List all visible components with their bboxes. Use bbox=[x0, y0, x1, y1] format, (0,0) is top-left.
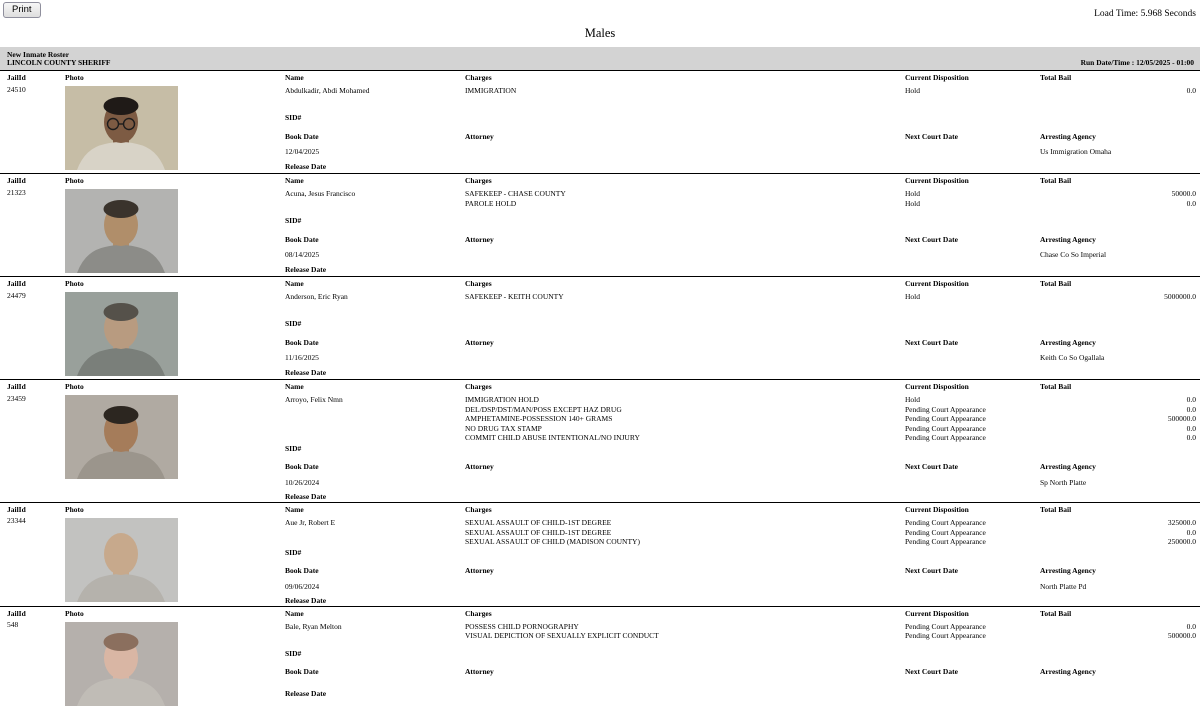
charges-grid bbox=[285, 518, 1196, 547]
total-bail-header: Total Bail bbox=[1040, 608, 1072, 618]
total-bail-header: Total Bail bbox=[1040, 279, 1072, 288]
inmate-name: Aue Jr, Robert E bbox=[285, 517, 336, 527]
attorney-header: Attorney bbox=[465, 462, 494, 472]
record-detail-column bbox=[285, 506, 1196, 606]
attorney-value bbox=[465, 251, 905, 260]
charge-bail: 500000.0 bbox=[1167, 631, 1196, 641]
charge-disposition: Hold bbox=[905, 189, 920, 198]
next-court-date-header: Next Court Date bbox=[905, 234, 958, 244]
charge-text: AMPHETAMINE-POSSESSION 140+ GRAMS bbox=[465, 414, 613, 424]
page-title: Males bbox=[584, 26, 616, 40]
report-title: New Inmate Roster bbox=[7, 50, 70, 59]
mugshot-photo bbox=[65, 622, 178, 706]
charge-disposition: Hold bbox=[905, 292, 920, 301]
photo-column bbox=[65, 280, 178, 376]
charge-disposition: Pending Court Appearance bbox=[905, 423, 986, 433]
record-detail-column bbox=[285, 280, 1196, 377]
arresting-agency-value: Chase Co So Imperial bbox=[1040, 250, 1107, 259]
record-detail-column bbox=[285, 383, 1196, 502]
inmate-name: Bale, Ryan Melton bbox=[285, 621, 342, 631]
charge-disposition: Hold bbox=[905, 198, 920, 208]
charge-header-row bbox=[285, 177, 1196, 186]
charge-bail: 0.0 bbox=[1186, 395, 1196, 404]
load-time-text: Load Time: 5.968 Seconds bbox=[1094, 9, 1196, 19]
booking-value-row bbox=[285, 251, 1196, 260]
charge-header-row bbox=[285, 383, 1196, 392]
charge-disposition: Pending Court Appearance bbox=[905, 433, 986, 443]
next-court-date-value bbox=[905, 354, 1040, 363]
sid-header: SID# bbox=[285, 648, 302, 658]
record-detail-column bbox=[285, 74, 1196, 171]
next-court-date-header: Next Court Date bbox=[905, 462, 958, 472]
attorney-header: Attorney bbox=[465, 566, 494, 576]
record-detail-column bbox=[285, 610, 1196, 699]
sid-header: SID# bbox=[285, 443, 302, 453]
next-court-date-header: Next Court Date bbox=[905, 667, 958, 677]
release-date-header: Release Date bbox=[285, 367, 327, 377]
attorney-header: Attorney bbox=[465, 337, 494, 347]
next-court-date-header: Next Court Date bbox=[905, 337, 958, 347]
charge-bail: 0.0 bbox=[1186, 527, 1196, 537]
jailid-header: JailId bbox=[7, 73, 26, 82]
booking-header-row bbox=[285, 567, 1196, 576]
book-date-header: Book Date bbox=[285, 566, 319, 576]
charge-disposition: Pending Court Appearance bbox=[905, 631, 986, 641]
inmate-record bbox=[0, 70, 1200, 173]
release-date-header: Release Date bbox=[285, 688, 327, 698]
booking-header-row bbox=[285, 236, 1196, 245]
inmate-record bbox=[0, 276, 1200, 379]
book-date-value: 09/06/2024 bbox=[285, 581, 320, 591]
inmate-name bbox=[285, 414, 465, 424]
release-date-header: Release Date bbox=[285, 492, 327, 502]
next-court-date-value bbox=[905, 251, 1040, 260]
current-disposition-header: Current Disposition bbox=[905, 382, 969, 391]
inmate-record bbox=[0, 173, 1200, 276]
book-date-header: Book Date bbox=[285, 462, 319, 472]
charge-bail: 500000.0 bbox=[1167, 414, 1196, 424]
next-court-date-header: Next Court Date bbox=[905, 566, 958, 576]
sid-header: SID# bbox=[285, 216, 302, 225]
charge-text: IMMIGRATION HOLD bbox=[465, 395, 539, 404]
arresting-agency-header: Arresting Agency bbox=[1040, 234, 1096, 244]
photo-column bbox=[65, 177, 178, 273]
charge-text: NO DRUG TAX STAMP bbox=[465, 423, 542, 433]
charges-header: Charges bbox=[465, 73, 492, 82]
jailid-header: JailId bbox=[7, 176, 26, 185]
attorney-value bbox=[465, 148, 905, 157]
sid-header: SID# bbox=[285, 319, 302, 328]
booking-value-row bbox=[285, 148, 1196, 157]
jailid-value: 24479 bbox=[7, 290, 26, 300]
name-header: Name bbox=[285, 608, 304, 618]
current-disposition-header: Current Disposition bbox=[905, 176, 969, 185]
attorney-value bbox=[465, 479, 905, 488]
charges-grid bbox=[285, 292, 1196, 318]
inmate-record bbox=[0, 379, 1200, 502]
charge-text: IMMIGRATION bbox=[465, 86, 517, 95]
mugshot-hair bbox=[104, 633, 139, 651]
booking-header-row bbox=[285, 339, 1196, 348]
inmate-name: Anderson, Eric Ryan bbox=[285, 292, 348, 301]
charge-bail: 0.0 bbox=[1186, 86, 1196, 95]
attorney-header: Attorney bbox=[465, 131, 494, 141]
booking-value-row bbox=[285, 354, 1196, 363]
photo-header: Photo bbox=[65, 504, 84, 514]
book-date-header: Book Date bbox=[285, 131, 319, 141]
photo-column bbox=[65, 610, 178, 706]
jailid-value: 548 bbox=[7, 620, 19, 630]
charge-bail: 5000000.0 bbox=[1164, 292, 1196, 301]
attorney-value bbox=[465, 354, 905, 363]
photo-header: Photo bbox=[65, 382, 84, 391]
mugshot-photo bbox=[65, 189, 178, 273]
photo-header: Photo bbox=[65, 279, 84, 288]
jailid-column bbox=[7, 383, 62, 403]
jailid-value: 23344 bbox=[7, 516, 26, 526]
charge-bail: 0.0 bbox=[1186, 433, 1196, 443]
run-datetime: Run Date/Time : 12/05/2025 - 01:00 bbox=[1080, 58, 1194, 67]
charge-disposition: Hold bbox=[905, 86, 920, 95]
charge-disposition: Hold bbox=[905, 395, 920, 404]
total-bail-header: Total Bail bbox=[1040, 382, 1072, 391]
book-date-value: 08/14/2025 bbox=[285, 250, 320, 259]
photo-column bbox=[65, 74, 178, 170]
mugshot-hair bbox=[104, 97, 139, 115]
arresting-agency-value: Sp North Platte bbox=[1040, 477, 1087, 487]
jailid-header: JailId bbox=[7, 608, 26, 618]
inmate-name: Abdulkadir, Abdi Mohamed bbox=[285, 86, 370, 95]
jailid-value: 23459 bbox=[7, 393, 26, 403]
attorney-value bbox=[465, 583, 905, 592]
next-court-date-value bbox=[905, 479, 1040, 488]
charge-bail: 250000.0 bbox=[1167, 537, 1196, 547]
current-disposition-header: Current Disposition bbox=[905, 73, 969, 82]
next-court-date-value bbox=[905, 148, 1040, 157]
mugshot-photo bbox=[65, 395, 178, 479]
release-date-header: Release Date bbox=[285, 596, 327, 606]
jailid-column bbox=[7, 610, 62, 630]
charges-grid bbox=[285, 395, 1196, 443]
booking-value-row bbox=[285, 479, 1196, 488]
charge-disposition: Pending Court Appearance bbox=[905, 517, 986, 527]
next-court-date-header: Next Court Date bbox=[905, 131, 958, 141]
charges-header: Charges bbox=[465, 176, 492, 185]
arresting-agency-header: Arresting Agency bbox=[1040, 131, 1096, 141]
inmate-name: Acuna, Jesus Francisco bbox=[285, 189, 356, 198]
name-header: Name bbox=[285, 504, 304, 514]
inmate-name bbox=[285, 405, 465, 415]
jailid-header: JailId bbox=[7, 504, 26, 514]
jailid-value: 24510 bbox=[7, 84, 26, 94]
charge-text: POSSESS CHILD PORNOGRAPHY bbox=[465, 621, 579, 631]
book-date-header: Book Date bbox=[285, 234, 319, 244]
photo-header: Photo bbox=[65, 608, 84, 618]
charge-disposition: Pending Court Appearance bbox=[905, 537, 986, 547]
jailid-column bbox=[7, 177, 62, 197]
charge-disposition: Pending Court Appearance bbox=[905, 404, 986, 414]
mugshot-head bbox=[104, 533, 138, 575]
current-disposition-header: Current Disposition bbox=[905, 279, 969, 288]
name-header: Name bbox=[285, 382, 304, 391]
book-date-value: 12/04/2025 bbox=[285, 147, 320, 156]
charge-bail: 325000.0 bbox=[1167, 517, 1196, 527]
record-detail-column bbox=[285, 177, 1196, 274]
photo-header: Photo bbox=[65, 176, 84, 185]
name-header: Name bbox=[285, 279, 304, 288]
name-header: Name bbox=[285, 176, 304, 185]
charges-grid bbox=[285, 189, 1196, 215]
book-date-value: 11/16/2025 bbox=[285, 353, 319, 362]
jailid-value: 21323 bbox=[7, 187, 26, 197]
photo-column bbox=[65, 506, 178, 602]
charge-text: SAFEKEEP - KEITH COUNTY bbox=[465, 292, 564, 301]
charge-header-row bbox=[285, 506, 1196, 515]
booking-value-row bbox=[285, 583, 1196, 592]
charge-bail: 0.0 bbox=[1186, 198, 1196, 208]
mugshot-hair bbox=[104, 200, 139, 218]
arresting-agency-value: Keith Co So Ogallala bbox=[1040, 353, 1105, 362]
charge-header-row bbox=[285, 610, 1196, 619]
mugshot-hair bbox=[104, 406, 139, 424]
inmate-name bbox=[285, 433, 465, 443]
inmate-name bbox=[285, 631, 465, 641]
sid-header: SID# bbox=[285, 547, 302, 557]
total-bail-header: Total Bail bbox=[1040, 73, 1072, 82]
charges-grid bbox=[285, 622, 1196, 648]
mugshot-hair bbox=[104, 303, 139, 321]
charge-disposition: Pending Court Appearance bbox=[905, 414, 986, 424]
charge-text: SEXUAL ASSAULT OF CHILD-1ST DEGREE bbox=[465, 527, 612, 537]
charges-header: Charges bbox=[465, 279, 492, 288]
booking-header-row bbox=[285, 668, 1196, 677]
mugshot-photo bbox=[65, 518, 178, 602]
charges-header: Charges bbox=[465, 608, 492, 618]
charge-text: VISUAL DEPICTION OF SEXUALLY EXPLICIT CONDUCT bbox=[465, 631, 659, 641]
arresting-agency-header: Arresting Agency bbox=[1040, 337, 1096, 347]
inmate-name bbox=[285, 528, 465, 538]
jailid-header: JailId bbox=[7, 279, 26, 288]
attorney-header: Attorney bbox=[465, 667, 494, 677]
charge-disposition: Pending Court Appearance bbox=[905, 621, 986, 631]
release-date-header: Release Date bbox=[285, 264, 327, 274]
report-agency: LINCOLN COUNTY SHERIFF bbox=[7, 58, 111, 67]
book-date-header: Book Date bbox=[285, 667, 319, 677]
total-bail-header: Total Bail bbox=[1040, 504, 1072, 514]
jailid-column bbox=[7, 506, 62, 526]
charge-header-row bbox=[285, 74, 1196, 83]
charge-text: SEXUAL ASSAULT OF CHILD-1ST DEGREE bbox=[465, 517, 612, 527]
inmate-name bbox=[285, 199, 465, 209]
records-list bbox=[0, 70, 1200, 709]
arresting-agency-value: North Platte Pd bbox=[1040, 581, 1087, 591]
charge-bail: 0.0 bbox=[1186, 423, 1196, 433]
current-disposition-header: Current Disposition bbox=[905, 504, 969, 514]
report-header-band bbox=[0, 47, 1200, 70]
arresting-agency-header: Arresting Agency bbox=[1040, 667, 1096, 677]
inmate-record bbox=[0, 502, 1200, 606]
inmate-record bbox=[0, 606, 1200, 709]
charge-text: SAFEKEEP - CHASE COUNTY bbox=[465, 189, 566, 198]
charge-text: DEL/DSP/DST/MAN/POSS EXCEPT HAZ DRUG bbox=[465, 404, 622, 414]
print-button[interactable]: Print bbox=[3, 2, 41, 18]
charge-bail: 0.0 bbox=[1186, 621, 1196, 631]
photo-header: Photo bbox=[65, 73, 84, 82]
booking-header-row bbox=[285, 463, 1196, 472]
charges-grid bbox=[285, 86, 1196, 112]
arresting-agency-header: Arresting Agency bbox=[1040, 566, 1096, 576]
inmate-name bbox=[285, 537, 465, 547]
inmate-name: Arroyo, Felix Nmn bbox=[285, 395, 343, 404]
next-court-date-value bbox=[905, 583, 1040, 592]
arresting-agency-value: Us Immigration Omaha bbox=[1040, 147, 1112, 156]
charge-header-row bbox=[285, 280, 1196, 289]
charge-bail: 0.0 bbox=[1186, 404, 1196, 414]
photo-column bbox=[65, 383, 178, 479]
attorney-header: Attorney bbox=[465, 234, 494, 244]
book-date-header: Book Date bbox=[285, 337, 319, 347]
total-bail-header: Total Bail bbox=[1040, 176, 1072, 185]
mugshot-photo bbox=[65, 86, 178, 170]
mugshot-photo bbox=[65, 292, 178, 376]
release-date-header: Release Date bbox=[285, 161, 327, 171]
jailid-header: JailId bbox=[7, 382, 26, 391]
inmate-name bbox=[285, 424, 465, 434]
charges-header: Charges bbox=[465, 382, 492, 391]
book-date-value: 10/26/2024 bbox=[285, 477, 320, 487]
current-disposition-header: Current Disposition bbox=[905, 608, 969, 618]
name-header: Name bbox=[285, 73, 304, 82]
charges-header: Charges bbox=[465, 504, 492, 514]
charge-text: PAROLE HOLD bbox=[465, 198, 517, 208]
jailid-column bbox=[7, 280, 62, 300]
sid-header: SID# bbox=[285, 113, 302, 122]
charge-text: COMMIT CHILD ABUSE INTENTIONAL/NO INJURY bbox=[465, 433, 640, 443]
charge-text: SEXUAL ASSAULT OF CHILD (MADISON COUNTY) bbox=[465, 537, 640, 547]
arresting-agency-header: Arresting Agency bbox=[1040, 462, 1096, 472]
jailid-column bbox=[7, 74, 62, 94]
booking-header-row bbox=[285, 133, 1196, 142]
charge-bail: 50000.0 bbox=[1171, 189, 1196, 198]
charge-disposition: Pending Court Appearance bbox=[905, 527, 986, 537]
